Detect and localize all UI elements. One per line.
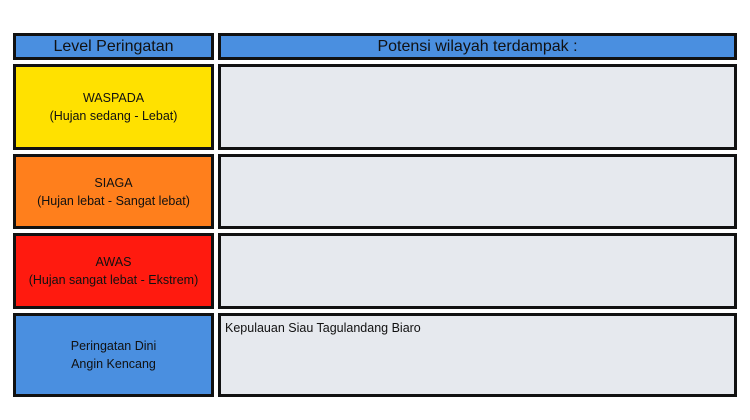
- header-level-label: Level Peringatan: [53, 37, 174, 55]
- area-siaga: [218, 154, 737, 229]
- header-level: [13, 33, 214, 60]
- level-angin-kencang-name: Peringatan Dini: [70, 339, 157, 353]
- level-angin-kencang: [13, 313, 214, 397]
- level-awas-desc: (Hujan sangat lebat - Ekstrem): [28, 273, 199, 287]
- level-angin-kencang-desc: Angin Kencang: [71, 357, 156, 371]
- header-area: [218, 33, 737, 60]
- level-siaga-desc: (Hujan lebat - Sangat lebat): [37, 193, 190, 208]
- level-siaga-name: SIAGA: [94, 175, 133, 190]
- level-awas-name: AWAS: [95, 255, 132, 269]
- level-waspada-name: WASPADA: [82, 91, 145, 105]
- level-siaga: [13, 154, 214, 229]
- level-awas: [13, 233, 214, 309]
- area-waspada: [218, 64, 737, 150]
- area-angin-kencang-text: Kepulauan Siau Tagulandang Biaro: [225, 321, 421, 335]
- level-waspada-desc: (Hujan sedang - Lebat): [49, 109, 178, 123]
- area-angin-kencang: [218, 313, 737, 397]
- level-waspada: [13, 64, 214, 150]
- header-area-label: Potensi wilayah terdampak :: [377, 37, 578, 55]
- area-awas: [218, 233, 737, 309]
